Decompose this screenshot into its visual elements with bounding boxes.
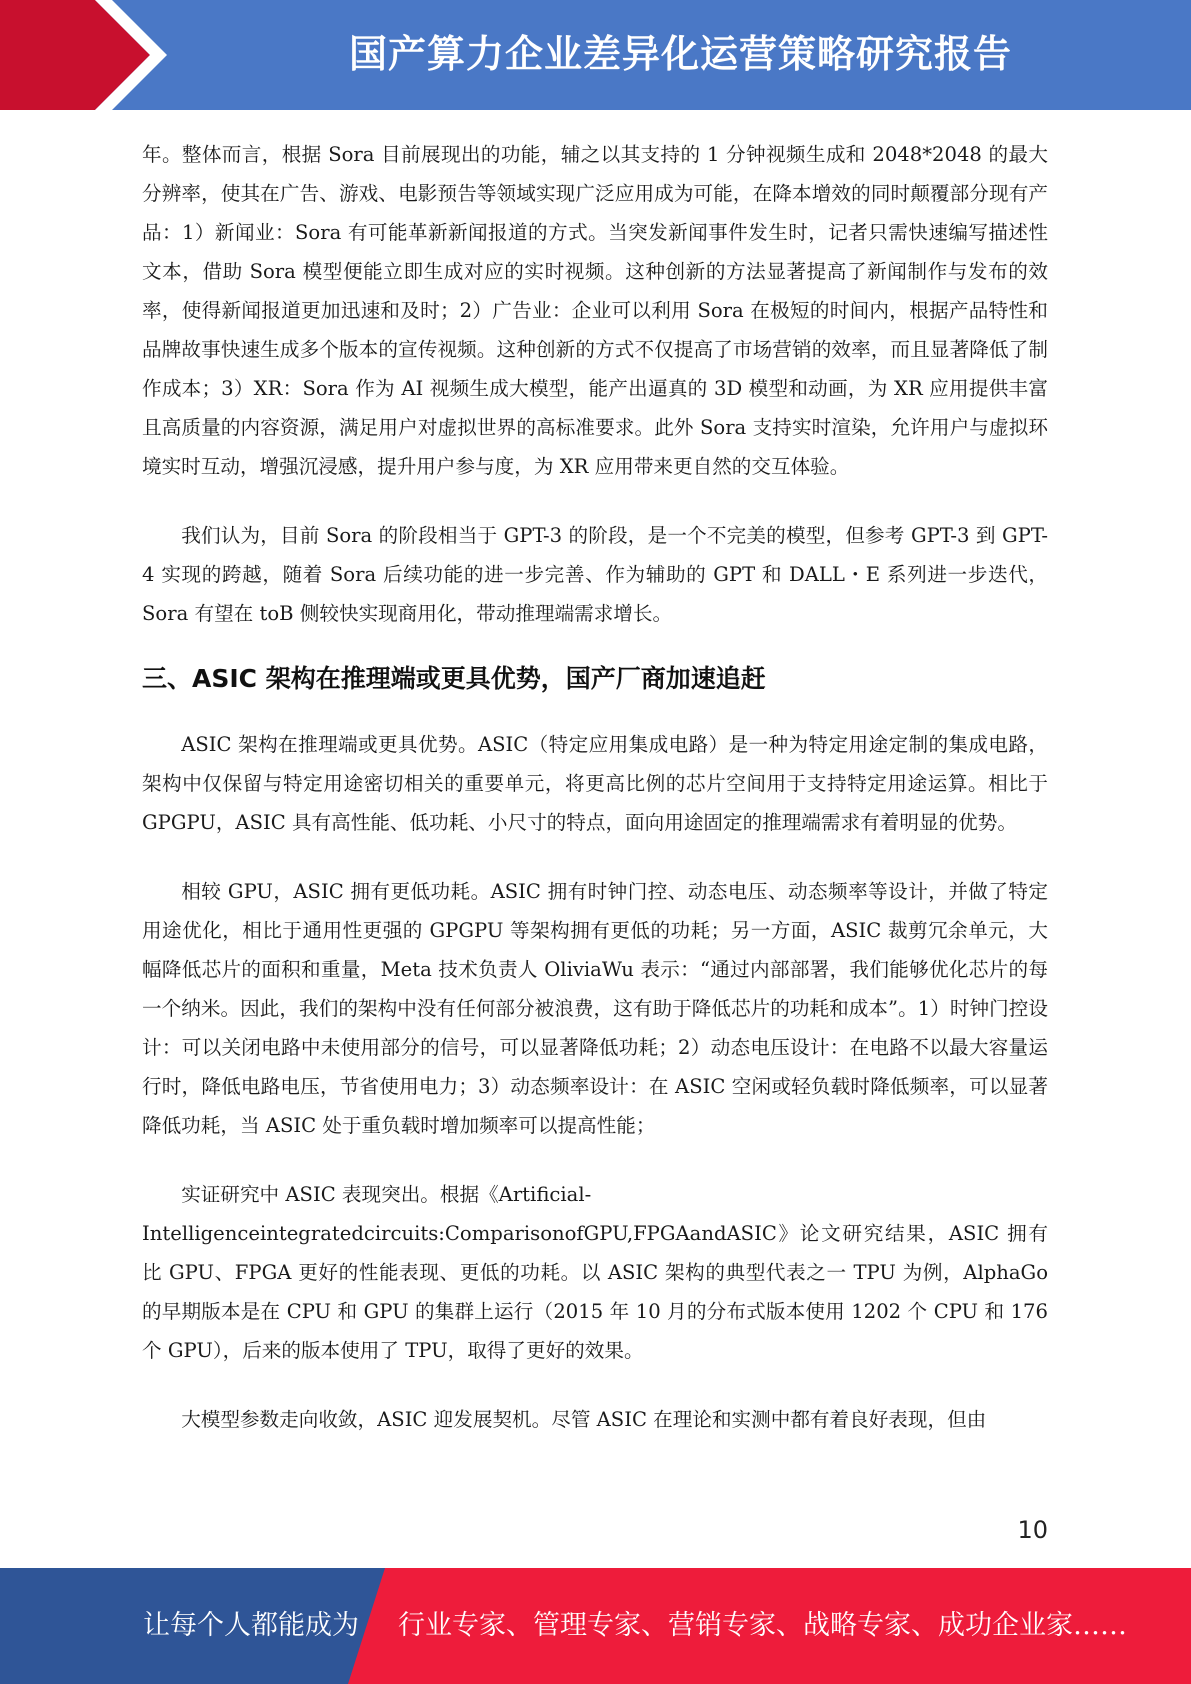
paragraph-asic-advantage: ASIC 架构在推理端或更具优势。ASIC（特定应用集成电路）是一种为特定用途定制的集成电路，架构中仅保留与特定用途密切相关的重要单元，将更高比例的芯片空间用于支持特定用途运算。相比于 GPGPU，ASIC 具有高性能、低功耗、小尺寸的特点，面向用途固定的推理端需求有着明显的优势。	[142, 733, 1048, 834]
paragraph-sora-applications: 年。整体而言，根据 Sora 目前展现出的功能，辅之以其支持的 1 分钟视频生成和 2048*2048 的最大分辨率，使其在广告、游戏、电影预告等领域实现广泛应用成为可能，在降本增效的同时颠覆部分现有产品：1）新闻业：Sora 有可能革新新闻报道的方式。当突发新闻事件发生时，记者只需快速编写描述性文本，借助 Sora 模型便能立即生成对应的实时视频。这种创新的方法显著提高了新闻制作与发布的效率，使得新闻报道更加迅速和及时；2）广告业：企业可以利用 Sora 在极短的时间内，根据产品特性和品牌故事快速生成多个版本的宣传视频。这种创新的方式不仅提高了市场营销的效率，而且显著降低了制作成本；3）XR：Sora 作为 AI 视频生成大模型，能产出逼真的 3D 模型和动画，为 XR 应用提供丰富且高质量的内容资源，满足用户对虚拟世界的高标准要求。此外 Sora 支持实时渲染，允许用户与虚拟环境实时互动，增强沉浸感，提升用户参与度，为 XR 应用带来更自然的交互体验。	[142, 143, 1048, 478]
paragraph-research-body: Intelligenceintegratedcircuits:ComparisonofGPU,FPGAandASIC》论文研究结果，ASIC 拥有比 GPU、FPGA 更好的性能表现、更低的功耗。以 ASIC 架构的典型代表之一 TPU 为例，AlphaGo 的早期版本是在 CPU 和 GPU 的集群上运行（2015 年 10 月的分布式版本使用 1202 个 CPU 和 176 个 GPU），后来的版本使用了 TPU，取得了更好的效果。	[142, 1222, 1048, 1362]
page-footer	[0, 1568, 1191, 1684]
page-header	[0, 0, 1191, 110]
section-heading: 三、ASIC 架构在推理端或更具优势，国产厂商加速追赶	[142, 664, 766, 693]
header-arrow-icon	[0, 0, 200, 110]
paragraph-sora-outlook: 我们认为，目前 Sora 的阶段相当于 GPT-3 的阶段，是一个不完美的模型，但参考 GPT-3 到 GPT-4 实现的跨越，随着 Sora 后续功能的进一步完善、作为辅助的 GPT 和 DALL・E 系列进一步迭代，Sora 有望在 toB 侧较快实现商用化，带动推理端需求增长。	[142, 524, 1048, 625]
main-content	[142, 135, 1048, 1439]
page-number: 10	[1017, 1516, 1048, 1544]
footer-slogan-left: 让每个人都能成为	[143, 1610, 359, 1641]
paragraph-research-line1: 实证研究中 ASIC 表现突出。根据《Artificial-	[181, 1183, 592, 1206]
report-title: 国产算力企业差异化运营策略研究报告	[348, 32, 1012, 76]
footer-slogan-right: 行业专家、管理专家、营销专家、战略专家、成功企业家……	[398, 1610, 1127, 1641]
paragraph-model-convergence: 大模型参数走向收敛，ASIC 迎发展契机。尽管 ASIC 在理论和实测中都有着良好表现，但由	[181, 1408, 987, 1431]
paragraph-asic-power: 相较 GPU，ASIC 拥有更低功耗。ASIC 拥有时钟门控、动态电压、动态频率等设计，并做了特定用途优化，相比于通用性更强的 GPGPU 等架构拥有更低的功耗；另一方面，ASIC 裁剪冗余单元，大幅降低芯片的面积和重量，Meta 技术负责人 OliviaWu 表示：“通过内部部署，我们能够优化芯片的每一个纳米。因此，我们的架构中没有任何部分被浪费，这有助于降低芯片的功耗和成本”。1）时钟门控设计：可以关闭电路中未使用部分的信号，可以显著降低功耗；2）动态电压设计：在电路不以最大容量运行时，降低电路电压，节省使用电力；3）动态频率设计：在 ASIC 空闲或轻负载时降低频率，可以显著降低功耗，当 ASIC 处于重负载时增加频率可以提高性能；	[142, 880, 1048, 1137]
